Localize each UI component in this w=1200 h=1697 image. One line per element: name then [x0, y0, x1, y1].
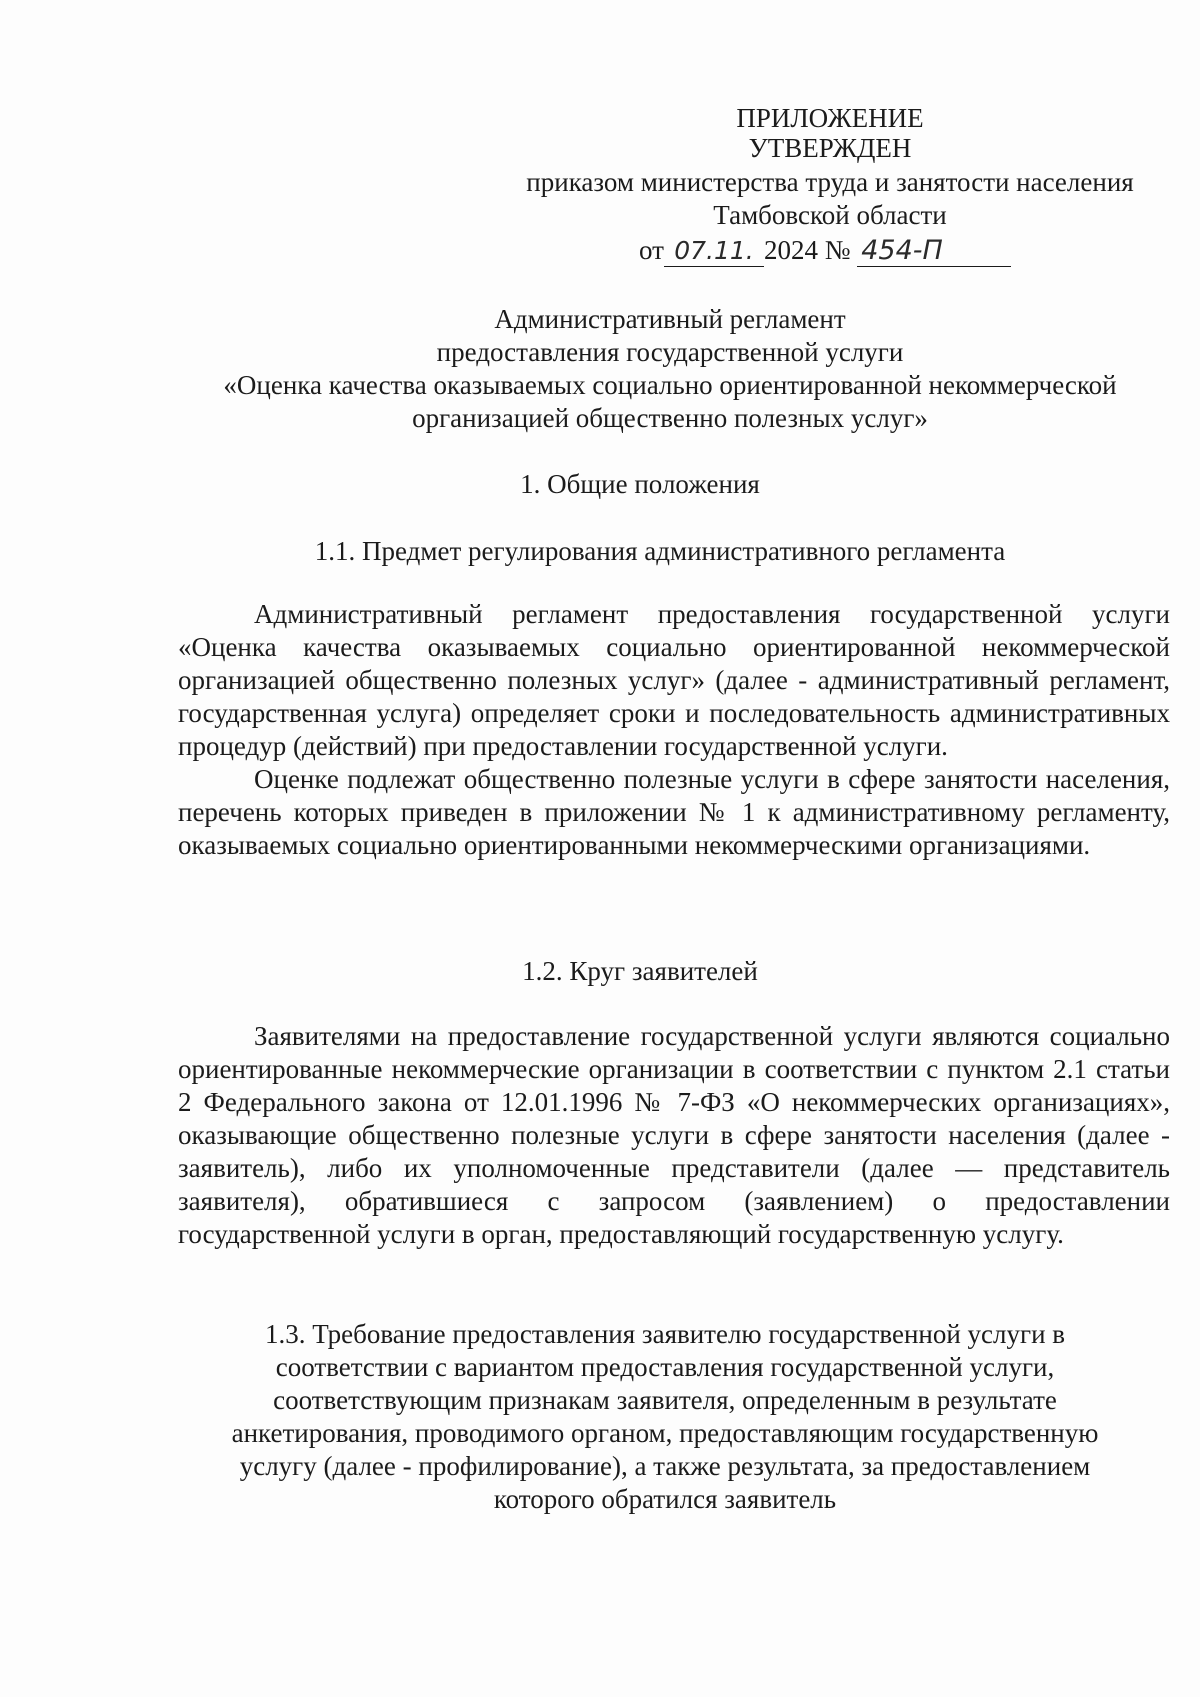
date-prefix: от — [639, 235, 664, 265]
year-and-number-sign: 2024 № — [763, 235, 858, 265]
order-issuer-line2: Тамбовской области — [713, 200, 947, 230]
appendix-label: ПРИЛОЖЕНИЕ — [736, 103, 924, 133]
order-date-number — [639, 234, 1059, 267]
heading-line: которого обратился заявитель — [493, 1484, 837, 1514]
order-issuer-block — [500, 166, 1160, 232]
heading-line: соответствии с вариантом предоставления государственной услуги, — [275, 1352, 1055, 1382]
title-line4: организацией общественно полезных услуг» — [412, 403, 928, 433]
title-line3: «Оценка качества оказываемых социально ориентированной некоммерческой — [223, 370, 1117, 400]
order-issuer-line1: приказом министерства труда и занятости населения — [526, 167, 1134, 197]
title-line1: Административный регламент — [494, 304, 846, 334]
subsection-1-2-heading: 1.2. Круг заявителей — [522, 956, 758, 986]
approved-label-block — [720, 132, 940, 165]
paragraph: Административный регламент предоставления государственной услуги «Оценка качества оказываемых социально ориентированной некоммерческой организацией общественно полезных услуг» (далее - административный регламент, государственная услуга) определяет сроки и последовательность административных процедур (действий) при предоставлении государственной услуги. — [178, 599, 1170, 761]
subsection-1-3-heading — [160, 1318, 1170, 1516]
paragraph: Заявителями на предоставление государственной услуги являются социально ориентированные некоммерческие организации в соответствии с пунктом 2.1 статьи 2 Федерального закона от 12.01.1996 № 7-ФЗ «О некоммерческих организациях», оказывающие общественно полезные услуги в сфере занятости населения (далее - заявитель), либо их уполномоченные представители (далее — представитель заявителя), обратившиеся с запросом (заявлением) о предоставлении государственной услуги в орган, предоставляющий государственную услугу. — [178, 1021, 1170, 1249]
approved-label: УТВЕРЖДЕН — [748, 133, 912, 163]
paragraph: Оценке подлежат общественно полезные услуги в сфере занятости населения, перечень которых приведен в приложении № 1 к административному регламенту, оказываемых социально ориентированными некоммерческими организациями. — [178, 764, 1170, 860]
heading-line: 1.3. Требование предоставления заявителю государственной услуги в — [264, 1319, 1066, 1349]
heading-line: услугу (далее - профилирование), а также результата, за предоставлением — [239, 1451, 1091, 1481]
heading-line: анкетирования, проводимого органом, предоставляющим государственную — [231, 1418, 1099, 1448]
handwritten-date: 07.11. — [664, 236, 764, 267]
document-title — [120, 303, 1200, 435]
subsection-1-1-heading: 1.1. Предмет регулирования административного регламента — [314, 536, 1006, 566]
appendix-header — [720, 102, 940, 135]
subsection-1-2-body — [178, 1020, 1170, 1251]
subsection-1-1-body — [178, 598, 1170, 862]
handwritten-order-number: 454-П — [857, 236, 1011, 267]
section-1-heading: 1. Общие положения — [520, 469, 760, 499]
heading-line: соответствующим признакам заявителя, определенным в результате — [273, 1385, 1057, 1415]
title-line2: предоставления государственной услуги — [436, 337, 904, 367]
